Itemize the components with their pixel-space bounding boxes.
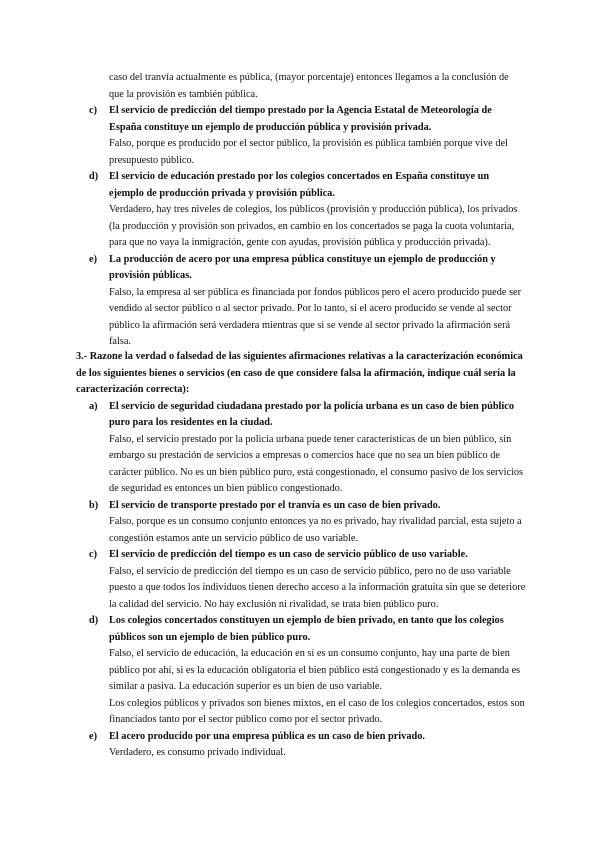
item-answer: Verdadero, hay tres niveles de colegios, los públicos (provisión y producción pública), los privados (la producción y provisión son privados, en cambio en los concertados se paga la cuota voluntaria, para que no vaya la inmigración, gente con ayudas, provisión pública y producción privada).: [109, 204, 518, 248]
item-answer-continued: Los colegios públicos y privados son bienes mixtos, en el caso de los colegios concertados, estos son financiados tanto por el sector público como por el sector privado.: [109, 697, 525, 725]
item-label: c): [89, 105, 97, 116]
list-item-1e: [76, 252, 526, 351]
list-item-1c: [76, 103, 526, 169]
item-question: El servicio de transporte prestado por el tranvía es un caso de bien privado.: [109, 499, 441, 511]
list-item-3a: [76, 399, 526, 498]
item-label: a): [89, 400, 98, 412]
item-question: El servicio de educación prestado por los colegios concertados en España constituye un ejemplo de producción privada y provisión pública.: [109, 171, 490, 199]
item-answer: Falso, porque es producido por el sector público, la provisión es pública también porque vive del presupuesto público.: [109, 138, 508, 166]
item-answer: Falso, el servicio de predicción del tiempo es un caso de servicio público, pero no de uso variable puesto a que todos los individuos tienen derecho acceso a la información gratuita sin que se deteriore la calidad del servicio. No hay exclusión ni rivalidad, se trata bien público puro.: [109, 565, 526, 610]
list-item-3e: [76, 729, 526, 762]
item-answer: Falso, el servicio de educación, la educación en sí es un consumo conjunto, hay una parte de bien público por ahí, si es la educación obligatoria el bien público está congestionado y es la demanda es similar a pasiva. La educación superior es un bien de uso variable.: [109, 648, 521, 692]
item-label: e): [89, 253, 97, 265]
item-question: El servicio de predicción del tiempo es un caso de servicio público de uso variable.: [109, 549, 468, 560]
item-question: El servicio de predicción del tiempo prestado por la Agencia Estatal de Meteorología de España constituye un ejemplo de producción pública y provisión privada.: [109, 105, 492, 133]
list-item-3b: [76, 498, 526, 548]
list-item-1d: [76, 169, 526, 252]
item-question: Los colegios concertados constituyen un ejemplo de bien privado, en tanto que los colegios públicos son un ejemplo de bien público puro.: [109, 615, 504, 643]
continuation-text: caso del tranvía actualmente es pública, (mayor porcentaje) entonces llegamos a la conclusión de que la provisión es también pública.: [109, 72, 509, 100]
item-answer: Verdadero, es consumo privado individual.: [109, 747, 286, 758]
item-label: d): [89, 171, 99, 182]
item-answer: Falso, el servicio prestado por la policía urbana puede tener características de un bien público, sin embargo su prestación de servicios a empresas o comercios hace que no sea un bien público de carácter público. No es un bien público puro, está congestionado, el consumo pasivo de los servicios de seguridad es entonces un bien público congestionado.: [109, 433, 524, 494]
item-question: El acero producido por una empresa pública es un caso de bien privado.: [109, 730, 425, 742]
item-answer: Falso, la empresa al ser pública es financiada por fondos públicos pero el acero producido puede ser vendido al sector público o al sector privado. Por lo tanto, si el acero producido se vende al sector público la afirmación será verdadera mientras que si se vende al sector privado la afirmación será falsa.: [109, 286, 522, 347]
item-label: d): [89, 615, 99, 626]
item-question: El servicio de seguridad ciudadana prestado por la policía urbana es un caso de bien público puro para los residentes en la ciudad.: [109, 400, 514, 428]
list-item-3c: [76, 547, 526, 613]
section-heading: 3.- Razone la verdad o falsedad de las siguientes afirmaciones relativas a la caracterización económica de los siguientes bienes o servicios (en caso de que considere falsa la afirmación, indique cuál sería la caracterización correcta):: [76, 351, 523, 395]
item-label: b): [89, 499, 99, 511]
item-answer: Falso, porque es un consumo conjunto entonces ya no es privado, hay rivalidad parcial, esta sujeto a congestión estamos ante un servicio público de uso variable.: [109, 516, 522, 544]
part-1: [76, 70, 526, 351]
list-item-3d: [76, 613, 526, 729]
item-question: La producción de acero por una empresa pública constituye un ejemplo de producción y provisión públicas.: [109, 253, 496, 281]
item-label: e): [89, 730, 97, 742]
item-label: c): [89, 549, 97, 560]
section-3: [76, 349, 526, 762]
